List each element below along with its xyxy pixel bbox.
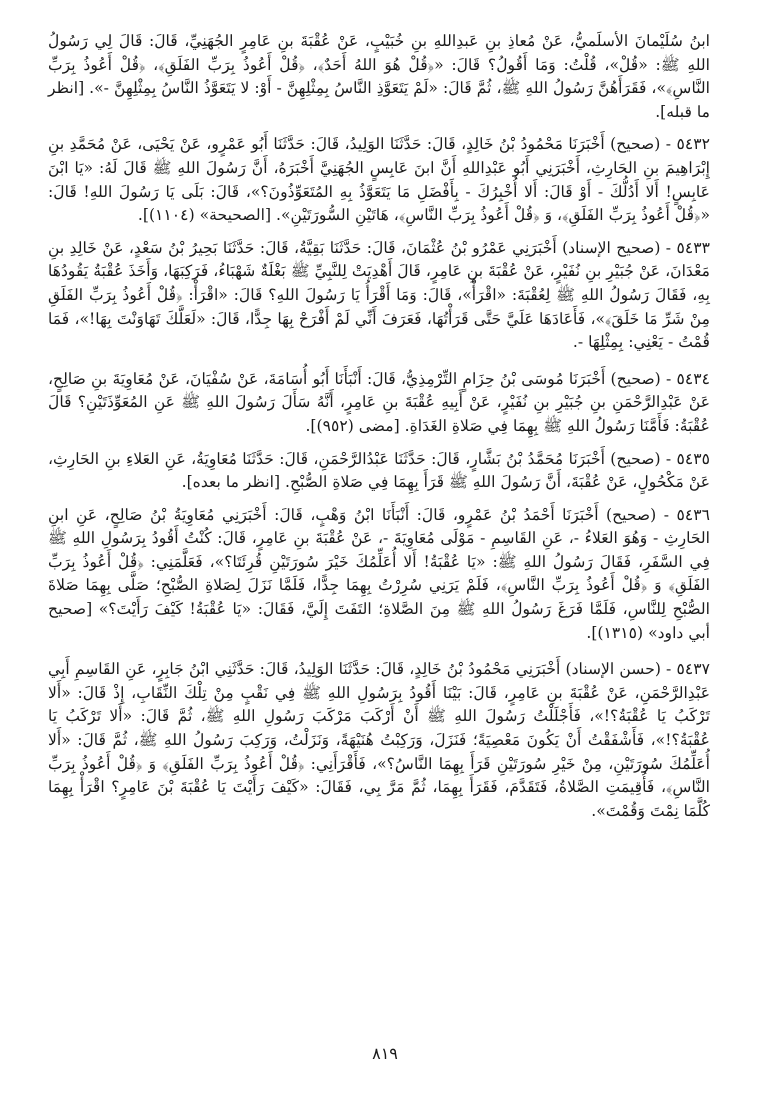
hadith-5436-paragraph: ٥٤٣٦ - (صحيح) أَخْبَرَنَا أَحْمَدُ بْنُ عَمْرٍو، قَالَ: أَنْبَأَنَا ابْنُ وَهْبٍ، قَالَ: أَخْبَرَنِي مُعَاوِيَةُ بْنُ صَالِحٍ، عَنِ ابنِ الحَارِثِ - وَهُوَ العَلاءُ -، عَنِ القَاسِمِ - مَوْلَى مُعَاوِيَةَ -، عَنْ عُقْبَةَ بنِ عَامِرٍ، قَالَ: كُنْتُ أَقُودُ بِرَسُولِ اللهِ ﷺ فِي السَّفَرِ، فَقَالَ رَسُولُ اللهِ ﷺ: «يَا عُقْبَةُ! أَلا أُعَلِّمُكَ خَيْرَ سُورَتَيْنِ قُرِئَتَا؟»، فَعَلَّمَنِي: ﴿قُلْ أَعُوذُ بِرَبِّ الفَلَقِ﴾ وَ ﴿قُلْ أَعُوذُ بِرَبِّ النَّاسِ﴾، فَلَمْ يَرَنِي سُرِرْتُ بِهِمَا جِدًّا، فَلَمَّا نَزَلَ لِصَلاةِ الصُّبْحِ؛ صَلَّى بِهِمَا صَلاةَ الصُّبْحِ لِلنَّاسِ، فَلَمَّا فَرَغَ رَسُولُ اللهِ ﷺ مِنَ الصَّلاةِ؛ التَفَتَ إِلَيَّ، فَقَالَ: «يَا عُقْبَةُ! كَيْفَ رَأَيْتَ؟» [صحيح أبي داود» (١٣١٥)]. (48, 505, 710, 642)
hadith-5433-paragraph: ٥٤٣٣ - (صحيح الإسناد) أَخْبَرَنِي عَمْرُو بْنُ عُثْمَانَ، قَالَ: حَدَّثَنَا بَقِيَّةُ، قَالَ: حَدَّثَنَا بَحِيرُ بْنُ سَعْدٍ، عَنْ خَالِدِ بنِ مَعْدَانَ، عَنْ جُبَيْرِ بنِ نُفَيْرٍ، عَنْ عُقْبَةَ بنِ عَامِرٍ، قَالَ أَهْدِيَتْ لِلنَّبِيِّ ﷺ بَغْلَةٌ شَهْبَاءُ، فَرَكِبَهَا، وَأَخَذَ عُقْبَةُ يَقُودُهَا بِهِ، فَقَالَ رَسُولُ اللهِ ﷺ لِعُقْبَةَ: «اقْرَأْ»، قَالَ: وَمَا أَقْرَأُ يَا رَسُولَ اللهِ؟ قَالَ: «اقْرَأْ: ﴿قُلْ أَعُوذُ بِرَبِّ الفَلَقِ مِنْ شَرِّ مَا خَلَقَ﴾»، فَأَعَادَهَا عَلَيَّ حَتَّى قَرَأْتُهَا، فَعَرَفَ أَنِّي لَمْ أَفْرَحْ بِهَا جِدًّا، قَالَ: «لَعَلَّكَ تَهَاوَنْتَ بِهَا!»، فَمَا قُمْتُ - يَعْنِي: بِمِثْلِهَا -. (48, 238, 710, 352)
hadith-5435-paragraph: ٥٤٣٥ - (صحيح) أَخْبَرَنَا مُحَمَّدُ بْنُ بَشَّارٍ، قَالَ: حَدَّثَنَا عَبْدُالرَّحْمَنِ، قَالَ: حَدَّثَنَا مُعَاوِيَةُ، عَنِ العَلاءِ بنِ الحَارِثِ، عَنْ مَكْحُولٍ، عَنْ عُقْبَةَ، أَنَّ رَسُولَ اللهِ ﷺ قَرَأَ بِهِمَا فِي صَلاةِ الصُّبْحِ. [انظر ما بعده]. (48, 449, 710, 492)
hadith-5432-paragraph: ٥٤٣٢ - (صحيح) أَخْبَرَنَا مَحْمُودُ بْنُ خَالِدٍ، قَالَ: حَدَّثَنَا الوَلِيدُ، قَالَ: حَدَّثَنَا أَبُو عَمْرٍو، عَنْ يَحْيَى، عَنْ مُحَمَّدِ بنِ إِبْرَاهِيمَ بنِ الحَارِثِ، أَخْبَرَنِي أَبُو عَبْدِاللهِ أَنَّ ابنَ عَابِسٍ الجُهَنِيَّ أَخْبَرَهُ، أَنَّ رَسُولَ اللهِ ﷺ قَالَ لَهُ: «يَا ابْنَ عَابِسٍ! أَلا أَدُلُّكَ - أَوْ قَالَ: أَلا أُخْبِرُكَ - بِأَفْضَلِ مَا يَتَعَوَّذُ بِهِ المُتَعَوِّذُونَ؟»، قَالَ: بَلَى يَا رَسُولَ اللهِ! قَالَ: «﴿قُلْ أَعُوذُ بِرَبِّ الفَلَقِ﴾، وَ ﴿قُلْ أَعُوذُ بِرَبِّ النَّاسِ﴾، هَاتَيْنِ السُّورَتَيْنِ». [الصحيحة» (١١٠٤)]. (48, 135, 710, 225)
hadith-5434-paragraph: ٥٤٣٤ - (صحيح) أَخْبَرَنَا مُوسَى بْنُ حِزَامٍ التِّرْمِذِيُّ، قَالَ: أَنْبَأَنَا أَبُو أُسَامَةَ، عَنْ سُفْيَانَ، عَنْ مُعَاوِيَةَ بنِ صَالِحٍ، عَنْ عَبْدِالرَّحْمَنِ بنِ جُبَيْرِ بنِ نُفَيْرٍ، عَنْ أَبِيهِ عُقْبَةَ بنِ عَامِرٍ، أَنَّهُ سَأَلَ رَسُولَ اللهِ ﷺ عَنِ المُعَوِّذَتَيْنِ؟ قَالَ عُقْبَةُ: فَأَمَّنَا رَسُولُ اللهِ ﷺ بِهِمَا فِي صَلاةِ الغَدَاةِ. [مضى (٩٥٢)]. (48, 369, 710, 435)
page-number: ٨١٩ (372, 1044, 398, 1063)
hadith-continuation-paragraph: ابنُ سُلَيْمانَ الأسلَميُّ، عَنْ مُعاذِ بنِ عَبدِاللهِ بنِ خُبَيْبٍ، عَنْ عُقْبَةَ بنِ عَامِرٍ الجُهَنِيِّ، قَالَ: قَالَ لِي رَسُولُ اللهِ ﷺ: «قُلْ»، قُلْتُ: وَمَا أَقُولُ؟ قَالَ: «﴿قُلْ هُوَ اللهُ أَحَدٌ﴾، ﴿قُلْ أَعُوذُ بِرَبِّ الفَلَقِ﴾، ﴿قُلْ أَعُوذُ بِرَبِّ النَّاسِ﴾»، فَقَرَأَهُنَّ رَسُولُ اللهِ ﷺ، ثُمَّ قَالَ: «لَمْ يَتَعَوَّذِ النَّاسُ بِمِثْلِهِنَّ - أَوْ: لا يَتَعَوَّذُ النَّاسُ بِمِثْلِهِنَّ -». [انظر ما قبله]. (48, 32, 710, 121)
hadith-5437-paragraph: ٥٤٣٧ - (حسن الإسناد) أَخْبَرَنِي مَحْمُودُ بْنُ خَالِدٍ، قَالَ: حَدَّثَنَا الوَلِيدُ، قَالَ: حَدَّثَنِي ابْنُ جَابِرٍ، عَنِ القَاسِمِ أَبِي عَبْدِالرَّحْمَنِ، عَنْ عُقْبَةَ بنِ عَامِرٍ، قَالَ: بَيْنَا أَقُودُ بِرَسُولِ اللهِ ﷺ فِي نَقْبٍ مِنْ تِلْكَ النِّقَابِ، إِذْ قَالَ: «أَلا تَرْكَبُ يَا عُقْبَةُ؟!»، فَأَجْلَلْتُ رَسُولَ اللهِ ﷺ أَنْ أَرْكَبَ مَرْكَبَ رَسُولِ اللهِ ﷺ، ثُمَّ قَالَ: «أَلا تَرْكَبُ يَا عُقْبَةُ؟!»، فَأَشْفَقْتُ أَنْ يَكُونَ مَعْصِيَةً؛ فَنَزَلَ، وَرَكِبْتُ هُنَيْهَةً، وَنَزَلْتُ، وَرَكِبَ رَسُولُ اللهِ ﷺ، ثُمَّ قَالَ: «أَلا أُعَلِّمُكَ سُورَتَيْنِ، مِنْ خَيْرِ سُورَتَيْنِ قَرَأَ بِهِمَا النَّاسُ؟»، فَأَقْرَأَنِي: ﴿قُلْ أَعُوذُ بِرَبِّ الفَلَقِ﴾ وَ ﴿قُلْ أَعُوذُ بِرَبِّ النَّاسِ﴾، فَأُقِيمَتِ الصَّلاةُ، فَتَقَدَّمَ، فَقَرَأَ بِهِمَا، ثُمَّ مَرَّ بِي، فَقَالَ: «كَيْفَ رَأَيْتَ يَا عُقْبَةَ بْنَ عَامِرٍ؟ اقْرَأْ بِهِمَا كُلَّمَا نِمْتَ وَقُمْتَ». (48, 660, 710, 820)
